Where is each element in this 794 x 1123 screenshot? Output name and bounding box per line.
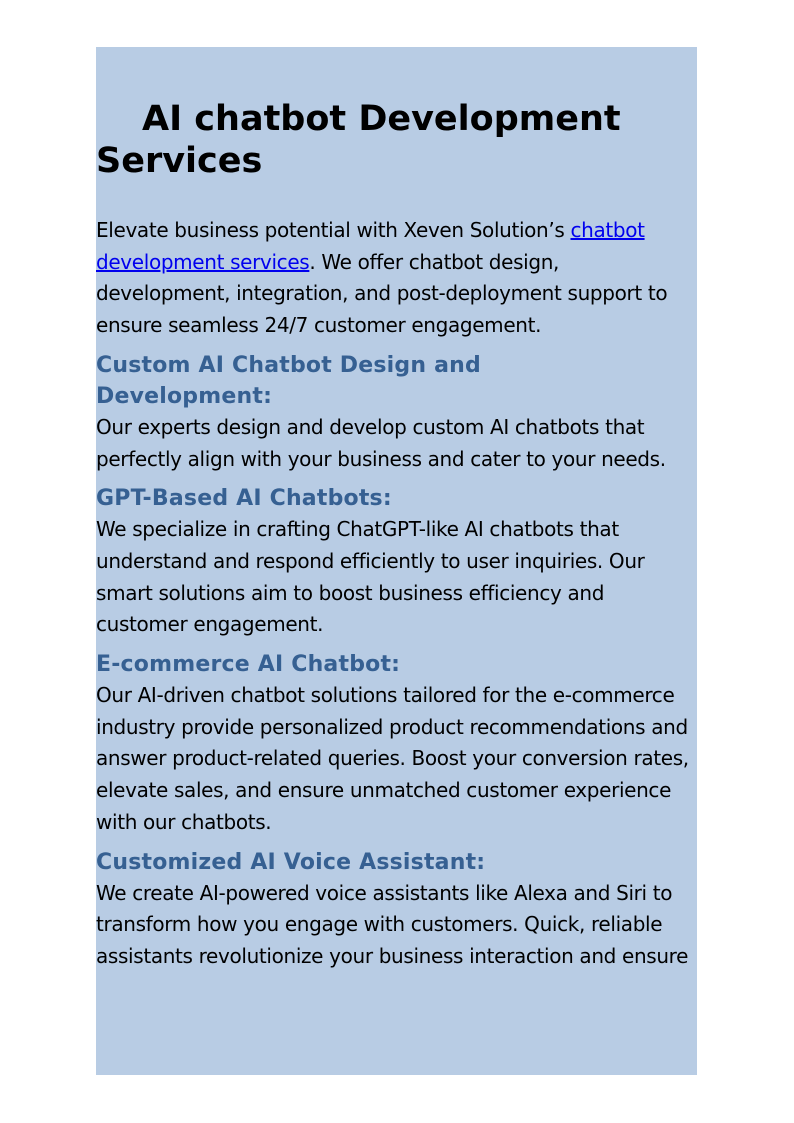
intro-text-after-link: . We offer chatbot design, development, integration, and post-deployment support to ensure seamless 24/7 customer engagement. (96, 249, 668, 338)
section-heading: Custom AI Chatbot Design and Development: (96, 352, 481, 409)
section-body: We create AI-powered voice assistants like Alexa and Siri to transform how you engage with customers. Quick, reliable assistants revolutionize your business interaction and ensure (96, 880, 689, 968)
section-voice-assistant (96, 847, 697, 973)
section-body: Our AI-driven chatbot solutions tailored for the e-commerce industry provide personalized product recommendations and answer product-related queries. Boost your conversion rates, elevate sales, and ensure unmatched customer experience with our chatbots. (96, 683, 689, 834)
section-custom-chatbot (96, 350, 697, 475)
document-content (96, 98, 697, 973)
chatbot-services-link[interactable]: chatbot development services (96, 218, 645, 274)
intro-text-before-link: Elevate business potential with Xeven Solution’s (96, 218, 571, 242)
section-body: We specialize in crafting ChatGPT-like AI chatbots that understand and respond efficiently to user inquiries. Our smart solutions aim to boost business efficiency and customer engagement. (96, 517, 645, 637)
section-heading: E-commerce AI Chatbot: (96, 652, 401, 678)
section-body: Our experts design and develop custom AI chatbots that perfectly align with your business and cater to your needs. (96, 414, 666, 471)
intro-paragraph (96, 215, 697, 342)
section-gpt-chatbots (96, 483, 697, 641)
section-heading: GPT-Based AI Chatbots: (96, 486, 392, 512)
section-ecommerce-chatbot (96, 649, 697, 839)
section-heading: Customized AI Voice Assistant: (96, 849, 486, 875)
page-title: AI chatbot Development Services (96, 99, 621, 181)
